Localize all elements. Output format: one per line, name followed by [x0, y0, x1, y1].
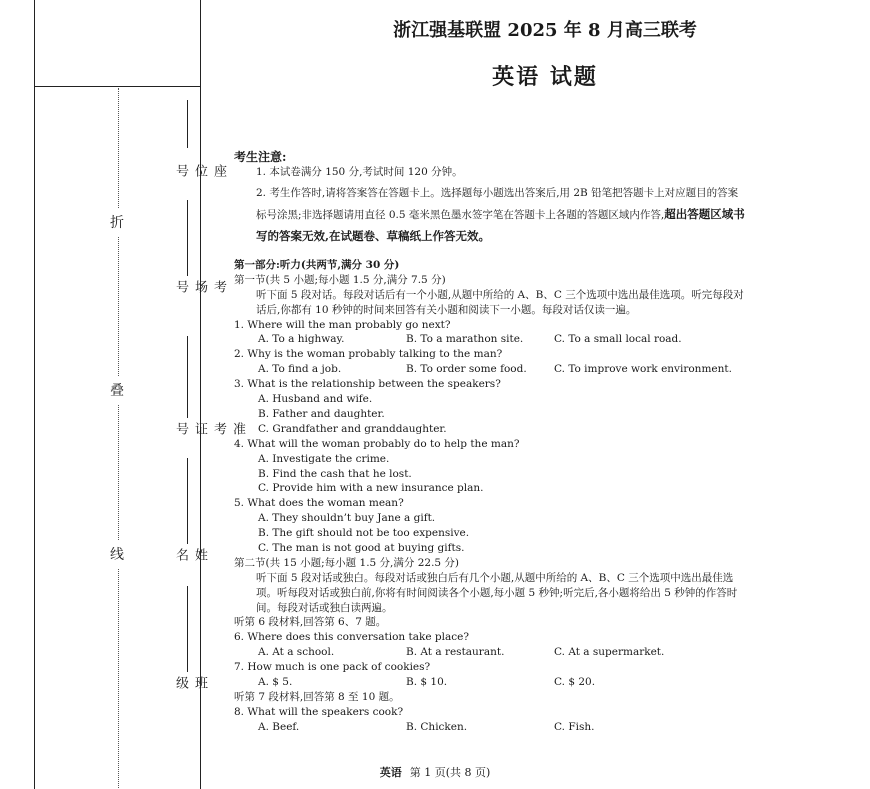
q7-stem: 7. How much is one pack of cookies?: [234, 661, 431, 674]
q2-option-a: A. To find a job.: [258, 363, 342, 376]
q2-stem: 2. Why is the woman probably talking to the man?: [234, 348, 503, 361]
material-6-note: 听第 6 段材料,回答第 6、7 题。: [234, 616, 387, 629]
q1-option-c: C. To a small local road.: [554, 333, 682, 346]
notice-heading: 考生注意:: [234, 150, 287, 164]
q7-option-b: B. $ 10.: [406, 676, 448, 689]
q1-option-b: B. To a marathon site.: [406, 333, 524, 346]
margin-border-left: [34, 0, 35, 789]
q3-option-b: B. Father and daughter.: [258, 407, 385, 420]
q8-stem: 8. What will the speakers cook?: [234, 705, 404, 718]
class-label: 班级: [173, 676, 207, 690]
notice-item-2-text: 2. 考生作答时,请将答案答在答题卡上。选择题每小题选出答案后,用 2B 铅笔把答题卡上对应题目的答案标号涂黑;非选择题请用直径 0.5 毫米黑色墨水签字笔在答题卡上各题的答题区域内作答,: [256, 187, 739, 221]
admission-number-line: [187, 336, 188, 418]
exam-title: 浙江强基联盟 2025 年 8 月高三联考: [393, 20, 697, 41]
notice-item-2: [256, 183, 746, 248]
q7-option-a: A. $ 5.: [258, 676, 293, 689]
seat-number-label: 座位号: [173, 164, 226, 178]
notice-item-2-warning: 超出答题区域书写的答案无效,在试题卷、草稿纸上作答无效。: [256, 207, 745, 243]
margin-top-rule: [34, 86, 200, 87]
q2-option-c: C. To improve work environment.: [554, 363, 732, 376]
q4-option-c: C. Provide him with a new insurance plan.: [258, 482, 484, 495]
listening-section: [234, 258, 754, 735]
q5-stem: 5. What does the woman mean?: [234, 497, 404, 510]
exam-subtitle: 英语 试题: [492, 64, 598, 90]
q7-option-c: C. $ 20.: [554, 676, 596, 689]
page-footer: [0, 764, 870, 780]
q4-option-a: A. Investigate the crime.: [258, 452, 390, 465]
q1-options: [234, 332, 754, 347]
part1-heading: 第一部分:听力(共两节,满分 30 分): [234, 259, 400, 271]
q2-option-b: B. To order some food.: [406, 363, 527, 376]
footer-page-number: 第 1 页(共 8 页): [409, 766, 491, 779]
margin-border-right: [200, 0, 201, 789]
q6-option-c: C. At a supermarket.: [554, 646, 665, 659]
class-line: [187, 586, 188, 672]
name-label: 姓名: [173, 548, 207, 562]
exam-room-line: [187, 200, 188, 276]
fold-dotted-line: [118, 88, 119, 788]
material-7-note: 听第 7 段材料,回答第 8 至 10 题。: [234, 690, 400, 703]
q6-stem: 6. Where does this conversation take place?: [234, 631, 469, 644]
q5-option-c: C. The man is not good at buying gifts.: [258, 541, 465, 554]
q6-options: [234, 645, 754, 660]
admission-number-label: 准考证号: [173, 422, 245, 436]
section2-instructions: 听下面 5 段对话或独白。每段对话或独白后有几个小题,从题中所给的 A、B、C 三个选项中选出最佳选项。听每段对话或独白前,你将有时间阅读各个小题,每小题 5 秒钟;听完后,各小题将给出 5 秒钟的作答时间。每段对话或独白读两遍。: [256, 571, 738, 614]
section1-instructions: 听下面 5 段对话。每段对话后有一个小题,从题中所给的 A、B、C 三个选项中选出最佳选项。听完每段对话后,你都有 10 秒钟的时间来回答有关小题和阅读下一小题。每段对话仅读一遍。: [256, 288, 744, 316]
section1-heading: 第一节(共 5 小题;每小题 1.5 分,满分 7.5 分): [234, 273, 446, 286]
q3-option-c: C. Grandfather and granddaughter.: [258, 422, 447, 435]
q4-option-b: B. Find the cash that he lost.: [258, 467, 412, 480]
q8-options: [234, 720, 754, 735]
q5-option-a: A. They shouldn’t buy Jane a gift.: [258, 512, 436, 525]
q8-option-c: C. Fish.: [554, 720, 595, 733]
q1-option-a: A. To a highway.: [258, 333, 345, 346]
fold-char-1: 折: [110, 208, 124, 236]
q8-option-a: A. Beef.: [258, 720, 300, 733]
fold-char-2: 叠: [110, 376, 124, 404]
seat-number-line: [187, 100, 188, 148]
q2-options: [234, 362, 754, 377]
q7-options: [234, 675, 754, 690]
name-line: [187, 458, 188, 544]
fold-char-3: 线: [110, 540, 124, 568]
q3-stem: 3. What is the relationship between the speakers?: [234, 378, 501, 391]
q6-option-a: A. At a school.: [258, 646, 335, 659]
q3-option-a: A. Husband and wife.: [258, 393, 373, 406]
q5-option-b: B. The gift should not be too expensive.: [258, 527, 470, 540]
binding-margin: [0, 0, 245, 789]
q6-option-b: B. At a restaurant.: [406, 646, 505, 659]
q4-stem: 4. What will the woman probably do to help the man?: [234, 437, 520, 450]
footer-subject: 英语: [379, 766, 402, 779]
notice-item-1: 1. 本试卷满分 150 分,考试时间 120 分钟。: [256, 166, 463, 178]
section2-heading: 第二节(共 15 小题;每小题 1.5 分,满分 22.5 分): [234, 556, 460, 569]
exam-room-label: 考场号: [173, 280, 226, 294]
q1-stem: 1. Where will the man probably go next?: [234, 318, 451, 331]
q8-option-b: B. Chicken.: [406, 720, 468, 733]
